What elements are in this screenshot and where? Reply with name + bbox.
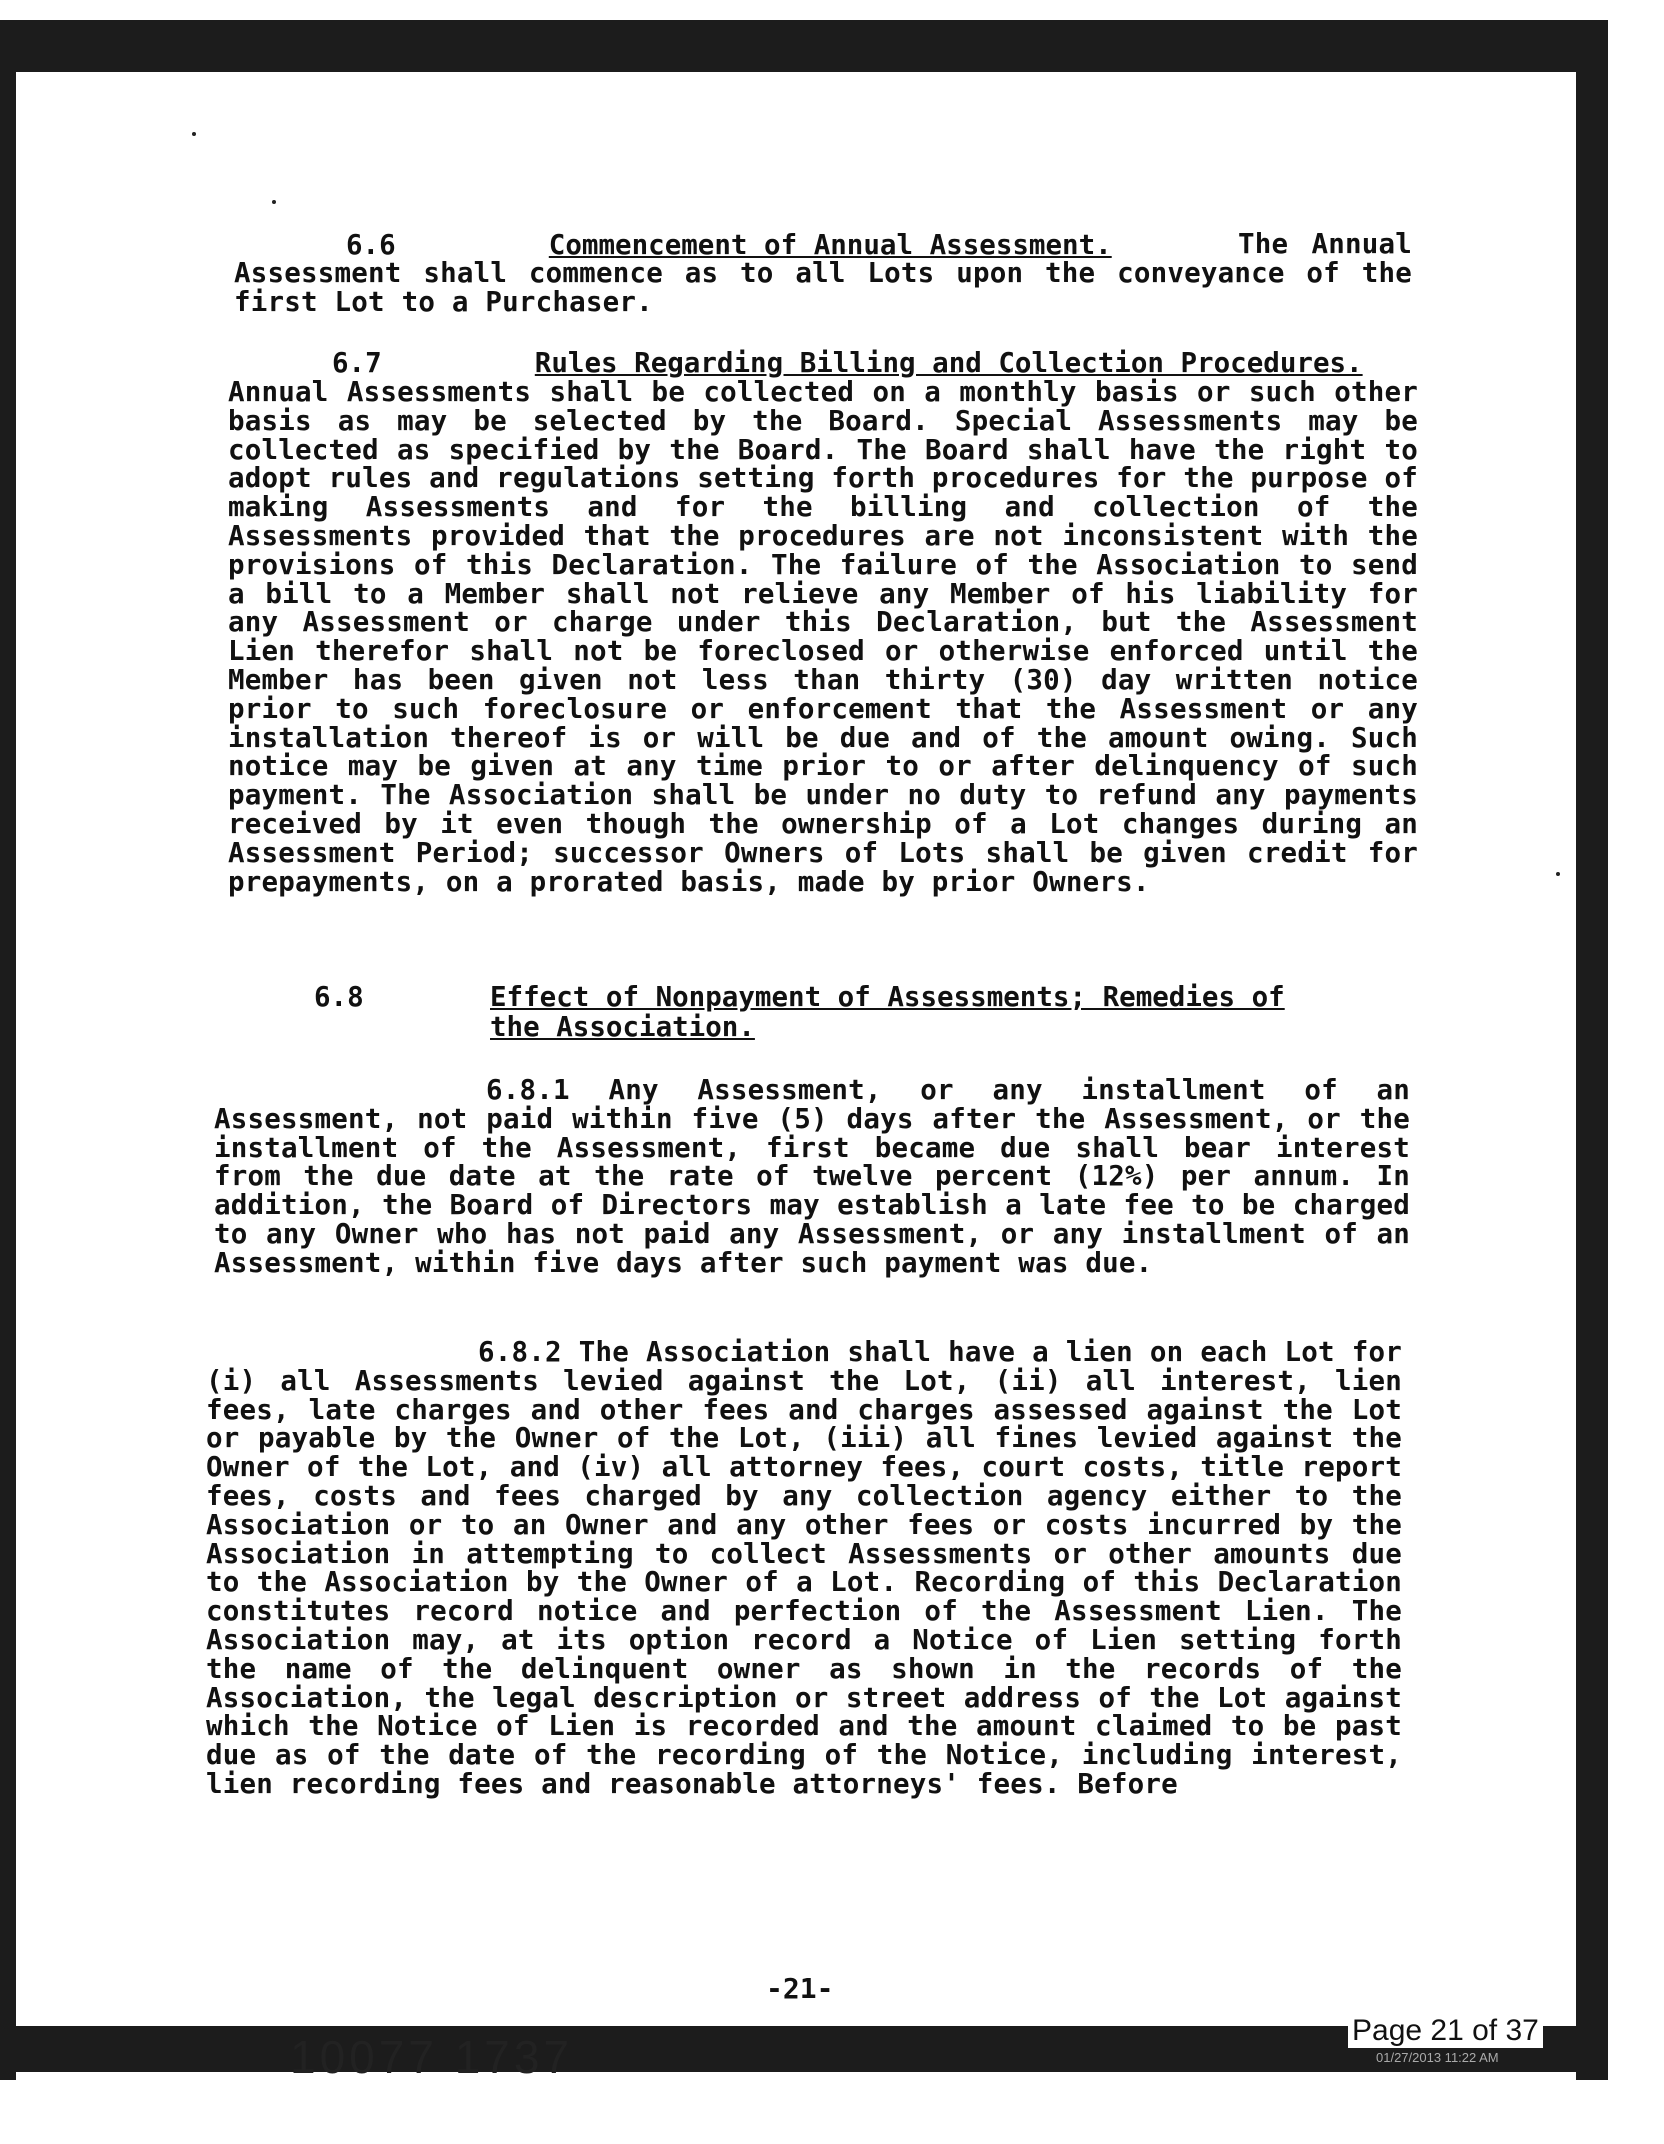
scan-speck (272, 200, 276, 204)
section-title-line: Effect of Nonpayment of Assessments; Remedies of (490, 981, 1285, 1013)
subsection-number: 6.8.1 (486, 1074, 570, 1106)
section-title-line: the Association. (490, 1011, 755, 1043)
print-timestamp: 01/27/2013 11:22 AM (1376, 2050, 1499, 2065)
scan-speck (192, 132, 196, 136)
section-6-6-text: The Annual Assessment shall commence as to all Lots upon the conveyance of the first Lot to a Purchaser. (234, 228, 1412, 318)
scan-border-left (0, 20, 16, 2080)
section-6-7-heading (332, 348, 1422, 378)
subsection-6-8-1 (214, 1076, 1410, 1278)
section-number: 6.7 (332, 347, 382, 379)
subsection-text: The Association shall have a lien on each Lot for (i) all Assessments levied against the Lot, (ii) all interest, lien fees, late charges and other fees and charges assessed against the Lot or payable by the Owner of the Lot, (iii) all fines levied against the Owner of the Lot, and (iv) all attorney fees, court costs, title report fees, costs and fees charged by any collection agency either to the Association or to an Owner and any other fees or costs incurred by the Association in attempting to collect Assessments or other amounts due to the Association by the Owner of a Lot. Recording of this Declaration constitutes record notice and perfection of the Assessment Lien. The Association may, at its option record a Notice of Lien setting forth the name of the delinquent owner as shown in the records of the Association, the legal description or street address of the Lot against which the Notice of Lien is recorded and the amount claimed to be past due as of the date of the recording of the Notice, including interest, lien recording fees and reasonable attorneys' fees. Before (206, 1336, 1402, 1800)
section-number: 6.6 (346, 229, 396, 261)
section-title: Rules Regarding Billing and Collection Procedures. (534, 347, 1363, 379)
section-6-7-text: Annual Assessments shall be collected on a monthly basis or such other basis as may be selected by the Board. Special Assessments may be collected as specified by the Board. The Board shall have the right to adopt rules and regulations setting forth procedures for the purpose of making Assessments and for the billing and collection of the Assessments provided that the procedures are not inconsistent with the provisions of this Declaration. The failure of the Association to send a bill to a Member shall not relieve any Member of his liability for any Assessment or charge under this Declaration, but the Assessment Lien therefor shall not be foreclosed or otherwise enforced until the Member has been given not less than thirty (30) day written notice prior to such foreclosure or enforcement that the Assessment or any installation thereof is or will be due and of the amount owing. Such notice may be given at any time prior to or after delinquency of such payment. The Association shall be under no duty to refund any payments received by it even though the ownership of a Lot changes during an Assessment Period; successor Owners of Lots shall be given credit for prepayments, on a prorated basis, made by prior Owners. (228, 376, 1418, 898)
scan-border-right (1576, 20, 1608, 2080)
scan-border-top (0, 20, 1608, 72)
subsection-number: 6.8.2 (478, 1336, 562, 1368)
subsection-6-8-2 (206, 1338, 1402, 1799)
page-counter: Page 21 of 37 (1348, 2014, 1543, 2048)
section-title: Commencement of Annual Assessment. (548, 229, 1112, 261)
page-number: -21- (766, 1972, 834, 2005)
subsection-text: Any Assessment, or any installment of an Assessment, not paid within five (5) days after the Assessment, or the installment of the Assessment, first became due shall bear interest from the due date at the rate of twelve percent (12%) per annum. In addition, the Board of Directors may establish a late fee to be charged to any Owner who has not paid any Assessment, or any installment of an Assessment, within five days after such payment was due. (214, 1074, 1410, 1279)
scan-speck (1556, 872, 1560, 876)
section-6-8-title (490, 982, 1416, 1042)
recording-number: 10077 1737 (290, 2031, 574, 2083)
section-number: 6.8 (314, 981, 364, 1013)
